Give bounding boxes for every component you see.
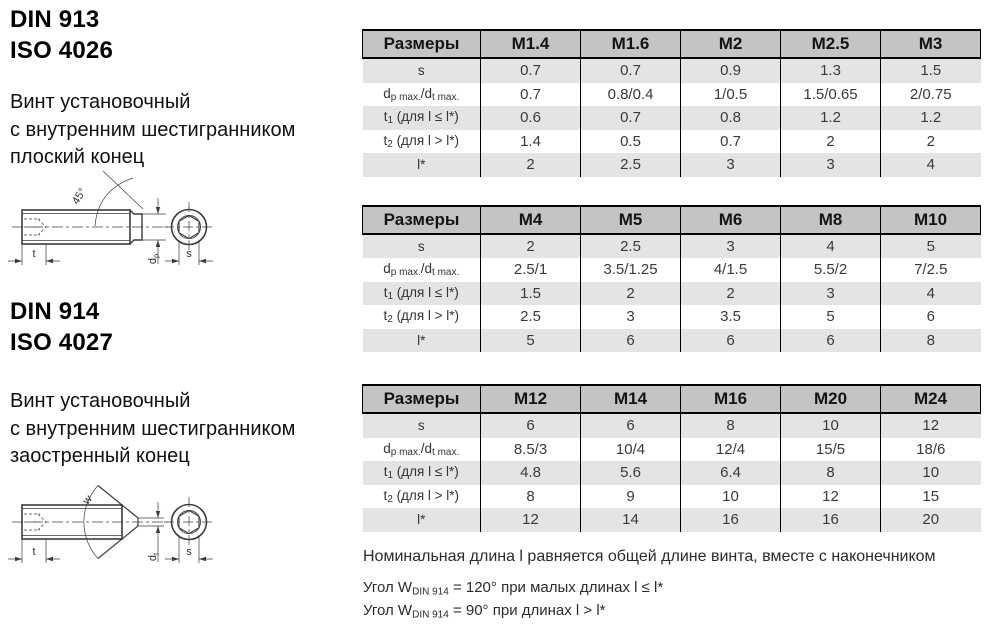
value-cell: 10 bbox=[781, 413, 881, 438]
value-cell: 5.6 bbox=[581, 461, 681, 485]
angle-note-120: Угол $W_{DIN 914} = 120^\circ$ при малых длинах l ≤ l* bbox=[363, 579, 664, 598]
value-cell: 3 bbox=[581, 305, 681, 329]
standard-line: DIN 913 bbox=[10, 6, 100, 33]
value-cell: 1.2 bbox=[881, 106, 981, 130]
row-label: l* bbox=[363, 508, 481, 532]
value-cell: 12 bbox=[781, 485, 881, 509]
col-header-M5: M5 bbox=[581, 206, 681, 234]
row-label: $t_1$ (для l ≤ l*) bbox=[363, 461, 481, 485]
flat-point-screw-drawing bbox=[0, 164, 240, 296]
col-header-M1.6: M1.6 bbox=[581, 30, 681, 58]
value-cell: 2.5 bbox=[581, 234, 681, 259]
table-header-row bbox=[363, 206, 981, 234]
description-din914 bbox=[10, 388, 295, 471]
value-cell: 6.4 bbox=[681, 461, 781, 485]
value-cell: 5 bbox=[481, 329, 581, 353]
value-cell: 1.4 bbox=[481, 130, 581, 154]
col-header-M2.5: M2.5 bbox=[781, 30, 881, 58]
standard-line: ISO 4027 bbox=[10, 329, 114, 356]
description-line: с внутренним шестигранником bbox=[10, 118, 296, 141]
table-row bbox=[363, 83, 981, 107]
value-cell: 15 bbox=[881, 485, 981, 509]
col-header-M24: M24 bbox=[881, 385, 981, 413]
description-din913 bbox=[10, 89, 295, 172]
value-cell: 8 bbox=[681, 413, 781, 438]
dimensions-table-2 bbox=[362, 205, 981, 353]
value-cell: 7/2.5 bbox=[881, 258, 981, 282]
row-label: $t_2$ (для l > l*) bbox=[383, 308, 460, 326]
value-cell: 1.5/0.65 bbox=[781, 83, 881, 107]
table-row bbox=[363, 153, 981, 177]
row-label: s bbox=[363, 413, 481, 438]
row-label: $d_{p max.}/d_{t max.}$ bbox=[383, 261, 460, 279]
value-cell: 14 bbox=[581, 508, 681, 532]
col-header-M14: M14 bbox=[581, 385, 681, 413]
value-cell: 5.5/2 bbox=[781, 258, 881, 282]
value-cell: 12 bbox=[881, 413, 981, 438]
table-row bbox=[363, 413, 981, 438]
value-cell: 15/5 bbox=[781, 438, 881, 462]
table-row bbox=[363, 130, 981, 154]
table-header-row bbox=[363, 385, 981, 413]
value-cell: 16 bbox=[781, 508, 881, 532]
row-label: l* bbox=[363, 153, 481, 177]
value-cell: 2 bbox=[581, 282, 681, 306]
dim-label-dp: $d_p$ bbox=[147, 253, 161, 265]
col-header-sizes: Размеры bbox=[363, 206, 481, 234]
dim-label-s: s bbox=[186, 248, 192, 260]
col-header-M12: M12 bbox=[481, 385, 581, 413]
row-label: l* bbox=[363, 329, 481, 353]
dimensions-table-1 bbox=[362, 29, 981, 177]
table-row bbox=[363, 461, 981, 485]
value-cell: 8 bbox=[781, 461, 881, 485]
dim-label-t: t bbox=[32, 248, 36, 260]
value-cell: 4 bbox=[881, 282, 981, 306]
dim-label-t: t bbox=[32, 546, 36, 558]
value-cell: 2.5 bbox=[481, 305, 581, 329]
value-cell: 2 bbox=[881, 130, 981, 154]
table-header-row bbox=[363, 30, 981, 58]
row-label: $d_{p max.}/d_{t max.}$ bbox=[383, 85, 460, 103]
value-cell: 2 bbox=[681, 282, 781, 306]
value-cell: 16 bbox=[681, 508, 781, 532]
value-cell: 18/6 bbox=[881, 438, 981, 462]
value-cell: 2.5 bbox=[581, 153, 681, 177]
value-cell: 10 bbox=[681, 485, 781, 509]
value-cell: 6 bbox=[681, 329, 781, 353]
col-header-M3: M3 bbox=[881, 30, 981, 58]
col-header-M1.4: M1.4 bbox=[481, 30, 581, 58]
table-row bbox=[363, 508, 981, 532]
angle-note-90: Угол $W_{DIN 914} = 90^\circ$ при длинах l > l* bbox=[363, 602, 606, 621]
row-label: $t_2$ (для l > l*) bbox=[383, 487, 460, 505]
col-header-M10: M10 bbox=[881, 206, 981, 234]
value-cell: 3.5/1.25 bbox=[581, 258, 681, 282]
value-cell: 0.7 bbox=[481, 58, 581, 83]
chamfer-angle-annotation bbox=[95, 171, 143, 226]
table-row bbox=[363, 234, 981, 259]
standard-line: ISO 4026 bbox=[10, 37, 114, 64]
value-cell: 4.8 bbox=[481, 461, 581, 485]
value-cell: 2/0.75 bbox=[881, 83, 981, 107]
value-cell: 5 bbox=[881, 234, 981, 259]
value-cell: 0.7 bbox=[581, 58, 681, 83]
description-line: Винт установочный bbox=[10, 91, 191, 113]
value-cell: 12/4 bbox=[681, 438, 781, 462]
value-cell: 10/4 bbox=[581, 438, 681, 462]
value-cell: 10 bbox=[881, 461, 981, 485]
value-cell: 6 bbox=[481, 413, 581, 438]
value-cell: 0.9 bbox=[681, 58, 781, 83]
value-cell: 2 bbox=[481, 153, 581, 177]
standard-line: DIN 914 bbox=[10, 298, 100, 325]
row-label: $d_{p max.}/d_{t max.}$ bbox=[383, 440, 460, 458]
col-header-M4: M4 bbox=[481, 206, 581, 234]
table-row bbox=[363, 485, 981, 509]
dimension-tables bbox=[362, 29, 982, 532]
value-cell: 4/1.5 bbox=[681, 258, 781, 282]
value-cell: 6 bbox=[581, 413, 681, 438]
nominal-length-note: Номинальная длина l равняется общей длине винта, вместе с наконечником bbox=[363, 548, 936, 565]
value-cell: 2 bbox=[781, 130, 881, 154]
row-label: s bbox=[363, 58, 481, 83]
value-cell: 1.3 bbox=[781, 58, 881, 83]
value-cell: 4 bbox=[881, 153, 981, 177]
value-cell: 8 bbox=[481, 485, 581, 509]
value-cell: 4 bbox=[781, 234, 881, 259]
table-row bbox=[363, 106, 981, 130]
value-cell: 1.5 bbox=[481, 282, 581, 306]
cone-angle-label: w bbox=[80, 493, 95, 507]
value-cell: 2 bbox=[481, 234, 581, 259]
value-cell: 3 bbox=[681, 234, 781, 259]
value-cell: 20 bbox=[881, 508, 981, 532]
value-cell: 3 bbox=[781, 153, 881, 177]
value-cell: 0.7 bbox=[581, 106, 681, 130]
value-cell: 0.6 bbox=[481, 106, 581, 130]
row-label: $t_1$ (для l ≤ l*) bbox=[363, 106, 481, 130]
col-header-M8: M8 bbox=[781, 206, 881, 234]
table-row bbox=[363, 258, 981, 282]
dimensions-table-3 bbox=[362, 384, 981, 532]
row-label: $t_2$ (для l > l*) bbox=[383, 132, 460, 150]
table-row bbox=[363, 282, 981, 306]
col-header-M20: M20 bbox=[781, 385, 881, 413]
col-header-M16: M16 bbox=[681, 385, 781, 413]
value-cell: 0.7 bbox=[481, 83, 581, 107]
value-cell: 5 bbox=[781, 305, 881, 329]
value-cell: 6 bbox=[781, 329, 881, 353]
description-line: Винт установочный bbox=[10, 390, 191, 412]
value-cell: 9 bbox=[581, 485, 681, 509]
value-cell: 12 bbox=[481, 508, 581, 532]
table-row bbox=[363, 438, 981, 462]
value-cell: 8.5/3 bbox=[481, 438, 581, 462]
col-header-M2: M2 bbox=[681, 30, 781, 58]
col-header-M6: M6 bbox=[681, 206, 781, 234]
standard-heading-din914 bbox=[10, 296, 113, 358]
value-cell: 8 bbox=[881, 329, 981, 353]
col-header-sizes: Размеры bbox=[363, 385, 481, 413]
value-cell: 1/0.5 bbox=[681, 83, 781, 107]
value-cell: 6 bbox=[581, 329, 681, 353]
value-cell: 1.5 bbox=[881, 58, 981, 83]
value-cell: 1.2 bbox=[781, 106, 881, 130]
description-line: с внутренним шестигранником bbox=[10, 417, 296, 440]
value-cell: 3.5 bbox=[681, 305, 781, 329]
value-cell: 0.7 bbox=[681, 130, 781, 154]
dim-label-s: s bbox=[186, 546, 192, 558]
value-cell: 0.8 bbox=[681, 106, 781, 130]
cone-point-screw-drawing bbox=[0, 462, 240, 597]
chamfer-angle-label: 45° bbox=[69, 186, 89, 207]
table-row bbox=[363, 58, 981, 83]
value-cell: 3 bbox=[781, 282, 881, 306]
value-cell: 6 bbox=[881, 305, 981, 329]
table-row bbox=[363, 305, 981, 329]
description-line: заостренный конец bbox=[10, 445, 190, 467]
standard-heading-din913 bbox=[10, 4, 113, 66]
value-cell: 0.5 bbox=[581, 130, 681, 154]
table-row bbox=[363, 329, 981, 353]
value-cell: 3 bbox=[681, 153, 781, 177]
description-line: плоский конец bbox=[10, 146, 145, 168]
col-header-sizes: Размеры bbox=[363, 30, 481, 58]
row-label: $t_1$ (для l ≤ l*) bbox=[363, 282, 481, 306]
value-cell: 2.5/1 bbox=[481, 258, 581, 282]
dim-label-dt: $d_t$ bbox=[147, 552, 161, 562]
value-cell: 0.8/0.4 bbox=[581, 83, 681, 107]
row-label: s bbox=[363, 234, 481, 259]
dimension-arrowheads bbox=[15, 207, 206, 263]
